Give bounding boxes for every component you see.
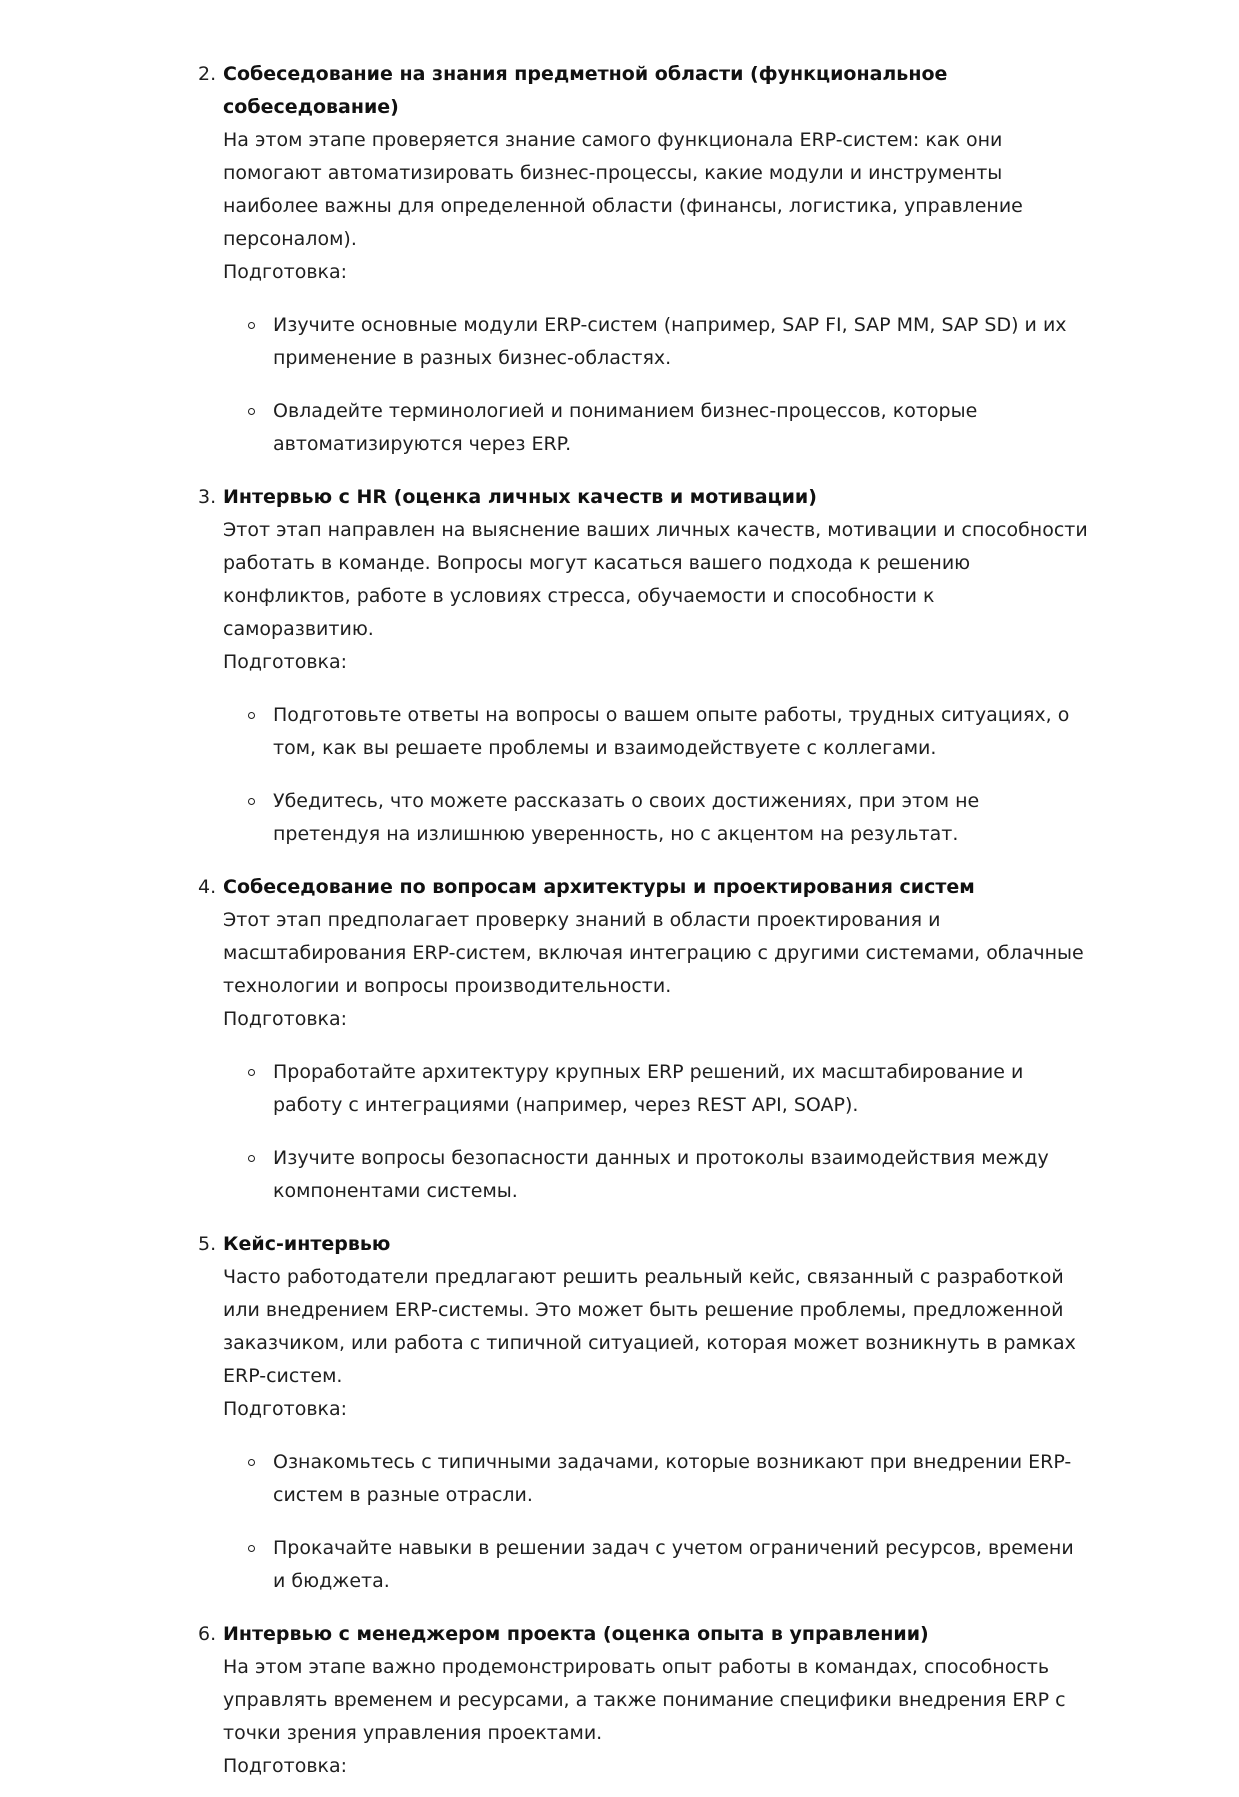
section-6 [0,1618,1239,1783]
section-body: На этом этапе важно продемонстрировать опыт работы в командах, способность управлять временем и ресурсами, а также понимание специфики внедрения ERP с точки зрения управления проектами. [223,1656,1066,1744]
section-title: Собеседование на знания предметной области (функциональное собеседование) [223,63,948,118]
section-body: Часто работодатели предлагают решить реальный кейс, связанный с разработкой или внедрением ERP-системы. Это может быть решение проблемы, предложенной заказчиком, или работа с типичной ситуацией, которая может возникнуть в рамках ERP-систем. [223,1266,1076,1387]
preparation-label: Подготовка: [223,261,348,283]
section-title: Интервью с HR (оценка личных качеств и мотивации) [223,486,817,508]
hollow-circle-bullet-icon [248,712,255,719]
preparation-list [223,699,1089,851]
list-item-text: Овладейте терминологией и пониманием бизнес-процессов, которые автоматизируются через ERP. [273,400,978,455]
list-item [273,395,1089,461]
hollow-circle-bullet-icon [248,1545,255,1552]
document [0,58,1239,1797]
hollow-circle-bullet-icon [248,1069,255,1076]
list-item-text: Проработайте архитектуру крупных ERP решений, их масштабирование и работу с интеграциями (например, через REST API, SOAP). [273,1061,1024,1116]
hollow-circle-bullet-icon [248,798,255,805]
section-5 [0,1228,1239,1598]
hollow-circle-bullet-icon [248,1459,255,1466]
section-title: Собеседование по вопросам архитектуры и проектирования систем [223,876,975,898]
preparation-label: Подготовка: [223,1398,348,1420]
section-number: 2. [198,63,217,85]
section-3 [0,481,1239,851]
list-item [273,699,1089,765]
section-number: 5. [198,1233,217,1255]
hollow-circle-bullet-icon [248,322,255,329]
section-2 [0,58,1239,461]
list-item [273,1056,1089,1122]
list-item [273,1142,1089,1208]
preparation-list [223,1056,1089,1208]
section-body: На этом этапе проверяется знание самого функционала ERP-систем: как они помогают автоматизировать бизнес-процессы, какие модули и инструменты наиболее важны для определенной области (финансы, логистика, управление персоналом). [223,129,1023,250]
list-item-text: Прокачайте навыки в решении задач с учетом ограничений ресурсов, времени и бюджета. [273,1537,1074,1592]
preparation-list [223,1446,1089,1598]
section-4 [0,871,1239,1208]
hollow-circle-bullet-icon [248,408,255,415]
section-title: Кейс-интервью [223,1233,391,1255]
list-item-text: Изучите вопросы безопасности данных и протоколы взаимодействия между компонентами системы. [273,1147,1049,1202]
list-item [273,1446,1089,1512]
section-number: 3. [198,486,217,508]
section-number: 6. [198,1623,217,1645]
hollow-circle-bullet-icon [248,1155,255,1162]
preparation-label: Подготовка: [223,651,348,673]
list-item-text: Убедитесь, что можете рассказать о своих достижениях, при этом не претендуя на излишнюю уверенность, но с акцентом на результат. [273,790,980,845]
section-title: Интервью с менеджером проекта (оценка опыта в управлении) [223,1623,929,1645]
list-item-text: Ознакомьтесь с типичными задачами, которые возникают при внедрении ERP-систем в разные отрасли. [273,1451,1072,1506]
list-item [273,785,1089,851]
section-body: Этот этап предполагает проверку знаний в области проектирования и масштабирования ERP-систем, включая интеграцию с другими системами, облачные технологии и вопросы производительности. [223,909,1084,997]
preparation-list [223,309,1089,461]
preparation-label: Подготовка: [223,1008,348,1030]
section-number: 4. [198,876,217,898]
list-item [273,1532,1089,1598]
list-item-text: Подготовьте ответы на вопросы о вашем опыте работы, трудных ситуациях, о том, как вы решаете проблемы и взаимодействуете с коллегами. [273,704,1070,759]
list-item [273,309,1089,375]
section-body: Этот этап направлен на выяснение ваших личных качеств, мотивации и способности работать в команде. Вопросы могут касаться вашего подхода к решению конфликтов, работе в условиях стресса, обучаемости и способности к саморазвитию. [223,519,1088,640]
list-item-text: Изучите основные модули ERP-систем (например, SAP FI, SAP MM, SAP SD) и их применение в разных бизнес-областях. [273,314,1067,369]
preparation-label: Подготовка: [223,1755,348,1777]
